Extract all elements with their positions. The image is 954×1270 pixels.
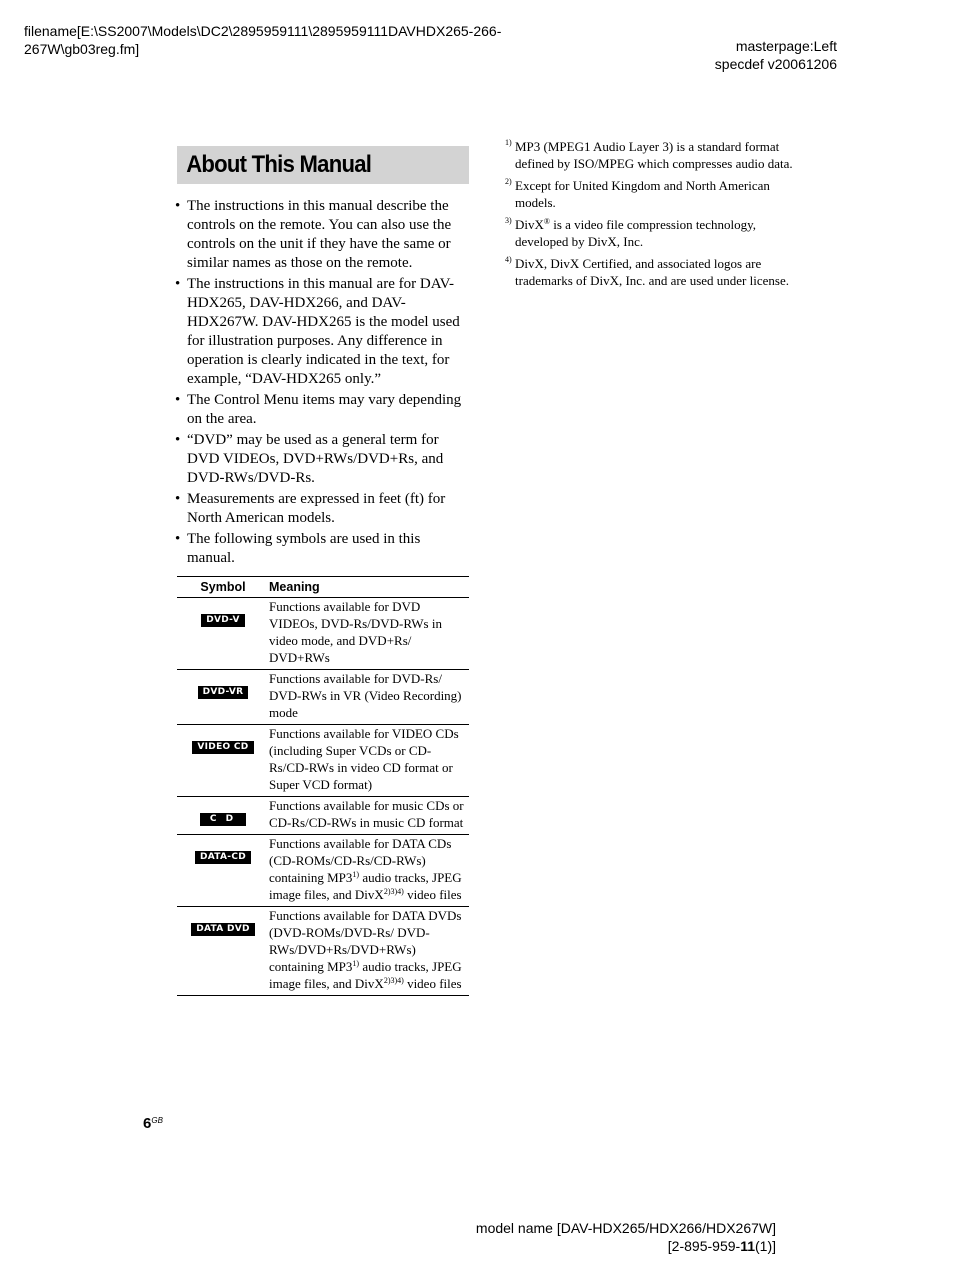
footer-model <box>476 1219 776 1255</box>
cd-symbol: C D <box>200 813 246 826</box>
registered-mark: ® <box>543 217 550 226</box>
filename-line-1: filename[E:\SS2007\Models\DC2\2895959111\2895959111DAVHDX265-266- <box>24 23 502 39</box>
meaning-column-header: Meaning <box>269 577 469 598</box>
meaning-cell: Functions available for music CDs or CD-Rs/CD-RWs in music CD format <box>269 797 469 835</box>
meaning-cell: Functions available for DVD-Rs/ DVD-RWs in VR (Video Recording) mode <box>269 670 469 725</box>
meaning-cell: Functions available for DVD VIDEOs, DVD-Rs/DVD-RWs in video mode, and DVD+Rs/ DVD+RWs <box>269 598 469 670</box>
footnote-ref: 2)3)4) <box>383 976 404 985</box>
footnote-text: is a video file compression technology, developed by DivX, Inc. <box>515 217 756 249</box>
part-code-bold: 11 <box>740 1238 755 1254</box>
table-row <box>177 797 469 835</box>
footnote-mark: 3) <box>505 216 512 225</box>
page-number-value: 6 <box>143 1115 152 1132</box>
meaning-text: audio tracks, JPEG image files, and DivX <box>269 959 462 991</box>
footnote-mark: 2) <box>505 177 512 186</box>
list-item: • Measurements are expressed in feet (ft) for North American models. <box>177 490 469 528</box>
footnote <box>505 138 805 172</box>
footnote-ref: 1) <box>352 870 360 879</box>
footnote <box>505 177 805 211</box>
masterpage-label: masterpage:Left <box>735 38 837 54</box>
symbol-column-header: Symbol <box>177 577 269 598</box>
part-code <box>476 1237 776 1255</box>
dvd-v-symbol: DVD-V <box>201 614 245 627</box>
footnote-ref: 2)3)4) <box>383 887 404 896</box>
meaning-cell <box>269 907 469 996</box>
footnote-ref: 1) <box>352 959 360 968</box>
footnote <box>505 216 805 250</box>
footnotes <box>505 138 805 294</box>
part-code-suffix: (1)] <box>755 1238 776 1254</box>
header-masterpage <box>715 37 837 73</box>
meaning-text: video files <box>403 887 462 902</box>
list-item: • The instructions in this manual describe the controls on the remote. You can also use the controls on the unit if they have the same or similar names as those on the remote. <box>177 197 469 273</box>
footnote-mark: 4) <box>505 255 512 264</box>
section-title: About This Manual <box>186 151 372 178</box>
filename-line-2: 267W\gb03reg.fm] <box>24 41 140 57</box>
footnote-text: Except for United Kingdom and North American models. <box>515 178 770 210</box>
page-number <box>143 1115 163 1132</box>
list-item: • The following symbols are used in this manual. <box>177 530 469 568</box>
model-name: model name [DAV-HDX265/HDX266/HDX267W] <box>475 1220 776 1236</box>
part-code-prefix: [2-895-959- <box>667 1238 741 1254</box>
table-row <box>177 598 469 670</box>
list-item: • The instructions in this manual are for DAV-HDX265, DAV-HDX266, and DAV-HDX267W. DAV-HDX265 is the model used for illustration purposes. Any difference in operation is clearly indicated in the text, for example, “DAV-HDX265 only.” <box>177 275 469 389</box>
page-number-suffix: GB <box>151 1116 163 1125</box>
table-row <box>177 725 469 797</box>
meaning-cell <box>269 835 469 907</box>
footnote-text: MP3 (MPEG1 Audio Layer 3) is a standard format defined by ISO/MPEG which compresses audio data. <box>515 139 793 171</box>
section-title-bar <box>177 146 469 184</box>
bullet-list <box>177 197 469 570</box>
table-header-row <box>177 577 469 598</box>
list-item: • “DVD” may be used as a general term for DVD VIDEOs, DVD+RWs/DVD+Rs, and DVD-RWs/DVD-Rs. <box>177 431 469 488</box>
header-filename <box>24 22 544 58</box>
data-cd-symbol: DATA-CD <box>195 851 251 864</box>
meaning-cell: Functions available for VIDEO CDs (including Super VCDs or CD-Rs/CD-RWs in video CD format or Super VCD format) <box>269 725 469 797</box>
symbol-table <box>177 576 469 996</box>
meaning-text: Functions available for DATA DVDs (DVD-ROMs/DVD-Rs/ DVD-RWs/DVD+Rs/DVD+RWs) containing MP3 <box>269 908 462 974</box>
meaning-text: audio tracks, JPEG image files, and DivX <box>269 870 462 902</box>
meaning-text: Functions available for DATA CDs (CD-ROMs/CD-Rs/CD-RWs) containing MP3 <box>269 836 452 885</box>
video-cd-symbol: VIDEO CD <box>192 741 253 754</box>
data-dvd-symbol: DATA DVD <box>191 923 255 936</box>
specdef-label: specdef v20061206 <box>714 56 837 72</box>
footnote-mark: 1) <box>505 138 512 147</box>
list-item: • The Control Menu items may vary depending on the area. <box>177 391 469 429</box>
footnote <box>505 255 805 289</box>
table-row <box>177 835 469 907</box>
footnote-text: DivX <box>515 217 544 232</box>
meaning-text: video files <box>403 976 462 991</box>
dvd-vr-symbol: DVD-VR <box>198 686 249 699</box>
table-row <box>177 907 469 996</box>
footnote-text: DivX, DivX Certified, and associated logos are trademarks of DivX, Inc. and are used under license. <box>515 256 789 288</box>
table-row <box>177 670 469 725</box>
